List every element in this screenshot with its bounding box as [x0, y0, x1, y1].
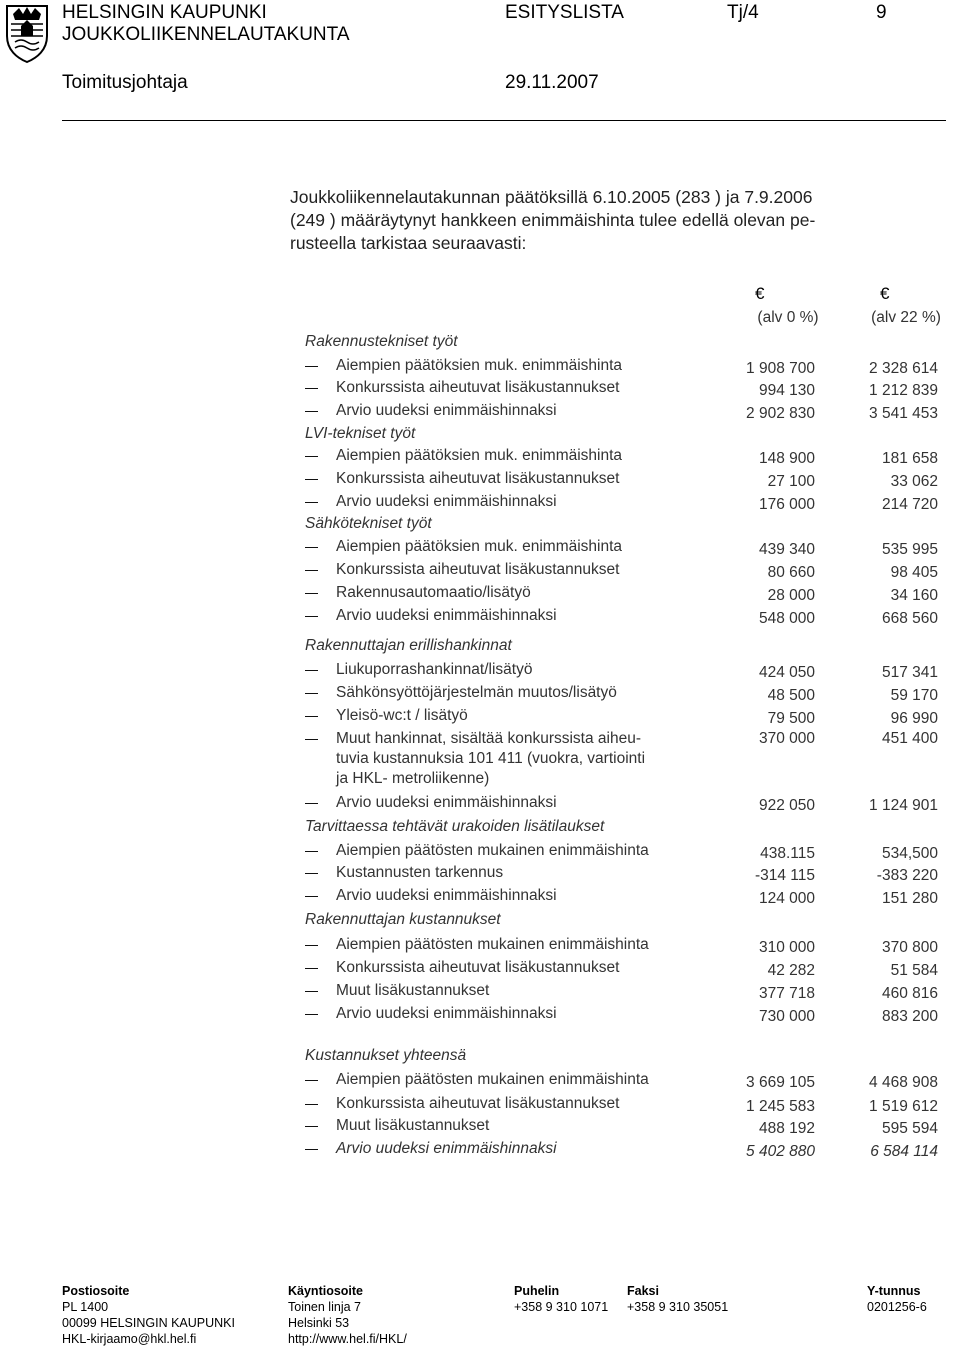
section-title: Rakennuttajan erillishankinnat: [305, 637, 512, 654]
value-vat22: 668 560: [881, 610, 938, 627]
footer-phone: [514, 1283, 608, 1315]
document-reference: Tj/4: [727, 2, 759, 23]
table-row: [300, 706, 950, 728]
bullet-dash: [305, 1080, 318, 1081]
row-label: [336, 729, 706, 789]
table-row: [300, 793, 950, 815]
row-label: Arvio uudeksi enimmäishinnaksi: [336, 402, 557, 419]
value-vat22: 460 816: [881, 985, 938, 1002]
footer-postal: [62, 1283, 235, 1347]
value-vat22: 2 328 614: [869, 360, 938, 377]
table-row: [300, 958, 950, 980]
value-vat22: 34 160: [890, 587, 938, 604]
bullet-dash: [305, 1014, 318, 1015]
intro-paragraph: [290, 186, 950, 255]
bullet-dash: [305, 1104, 318, 1105]
value-vat0: 3 669 105: [746, 1074, 815, 1091]
footer-text: Helsinki 53: [288, 1316, 350, 1330]
document-date: 29.11.2007: [505, 72, 599, 93]
value-vat0: 148 900: [758, 450, 815, 467]
value-vat22: 517 341: [881, 664, 938, 681]
row-label-line: tuvia kustannuksia 101 411 (vuokra, vartiointi: [336, 750, 646, 767]
value-vat0: 2 902 830: [746, 405, 815, 422]
footer-heading: Puhelin: [514, 1284, 560, 1298]
footer-heading: Y-tunnus: [867, 1284, 921, 1298]
footer-heading: Faksi: [627, 1284, 659, 1298]
bullet-dash: [305, 1149, 318, 1150]
bullet-dash: [305, 456, 318, 457]
value-vat22: -383 220: [876, 867, 938, 884]
bullet-dash: [305, 716, 318, 717]
header-divider: [62, 120, 946, 121]
table-row: [300, 683, 950, 705]
value-vat0: 310 000: [758, 939, 815, 956]
footer-fax: [627, 1283, 728, 1315]
footer-text: +358 9 310 35051: [627, 1300, 729, 1314]
value-vat0: 438.115: [760, 845, 815, 862]
bullet-dash: [305, 945, 318, 946]
row-label: Rakennusautomaatio/lisätyö: [336, 584, 531, 601]
table-row: [300, 378, 950, 400]
table-row: [300, 1116, 950, 1138]
table-row: [300, 469, 950, 491]
table-row: [300, 1070, 950, 1092]
bullet-dash: [305, 593, 318, 594]
row-label: Konkurssista aiheutuvat lisäkustannukset: [336, 470, 620, 487]
row-label: Arvio uudeksi enimmäishinnaksi: [336, 607, 557, 624]
value-vat0: 176 000: [758, 496, 815, 513]
row-label: Aiempien päätöksien muk. enimmäishinta: [336, 538, 623, 555]
bullet-dash: [305, 479, 318, 480]
bullet-dash: [305, 502, 318, 503]
table-row: [300, 841, 950, 863]
table-row: [300, 981, 950, 1003]
table-row: [300, 729, 950, 793]
bullet-dash: [305, 570, 318, 571]
bullet-dash: [305, 670, 318, 671]
footer-business-id: [867, 1283, 927, 1315]
value-vat22: 1 124 901: [869, 797, 938, 814]
bullet-dash: [305, 616, 318, 617]
value-vat22: 181 658: [881, 450, 938, 467]
value-vat22: 1 519 612: [869, 1098, 938, 1115]
value-vat22: 6 584 114: [870, 1143, 938, 1160]
row-label: Konkurssista aiheutuvat lisäkustannukset: [336, 561, 620, 578]
value-vat22: 3 541 453: [869, 405, 938, 422]
intro-line: rusteella tarkistaa seuraavasti:: [290, 233, 527, 253]
value-vat0: 370 000: [758, 730, 815, 747]
row-label: Yleisö-wc:t / lisätyö: [336, 707, 468, 724]
row-label: Kustannusten tarkennus: [336, 864, 504, 881]
intro-line: (249 ) määräytynyt hankkeen enimmäishinta tulee edellä olevan pe-: [290, 210, 816, 230]
org-name-line2: JOUKKOLIIKENNELAUTAKUNTA: [62, 24, 350, 45]
value-vat0: 488 192: [758, 1120, 815, 1137]
section-title: Tarvittaessa tehtävät urakoiden lisätilaukset: [305, 818, 605, 835]
footer-email: HKL-kirjaamo@hkl.hel.fi: [62, 1332, 197, 1346]
row-label: Muut lisäkustannukset: [336, 1117, 490, 1134]
row-label: Muut lisäkustannukset: [336, 982, 490, 999]
value-vat0: 994 130: [758, 382, 815, 399]
footer-heading: Postiosoite: [62, 1284, 130, 1298]
value-vat22: 96 990: [890, 710, 938, 727]
value-vat0: -314 115: [754, 867, 815, 884]
author-title: Toimitusjohtaja: [62, 72, 188, 93]
table-row: [300, 606, 950, 628]
section-title: Rakennustekniset työt: [305, 333, 458, 350]
value-vat0: 377 718: [758, 985, 815, 1002]
row-label: Aiempien päätöksien muk. enimmäishinta: [336, 447, 623, 464]
table-row: [300, 863, 950, 885]
value-vat0: 124 000: [758, 890, 815, 907]
value-vat0: 548 000: [758, 610, 815, 627]
value-vat0: 79 500: [767, 710, 815, 727]
row-label: Sähkönsyöttöjärjestelmän muutos/lisätyö: [336, 684, 617, 701]
bullet-dash: [305, 411, 318, 412]
page-number: 9: [876, 2, 887, 23]
row-label: Aiempien päätösten mukainen enimmäishinta: [336, 1071, 649, 1088]
value-vat22: 151 280: [881, 890, 938, 907]
table-row: [300, 537, 950, 559]
table-row: [300, 660, 950, 682]
value-vat0: 1 908 700: [746, 360, 815, 377]
row-label: Aiempien päätöksien muk. enimmäishinta: [336, 357, 623, 374]
bullet-dash: [305, 873, 318, 874]
row-label: Arvio uudeksi enimmäishinnaksi: [336, 794, 557, 811]
table-row: [300, 446, 950, 468]
value-vat22: 535 995: [881, 541, 938, 558]
value-vat22: 595 594: [881, 1120, 938, 1137]
value-vat22: 59 170: [890, 687, 938, 704]
section-title: Sähkötekniset työt: [305, 515, 432, 532]
value-vat22: 883 200: [881, 1008, 938, 1025]
currency-symbol-col1: €: [755, 284, 765, 303]
bullet-dash: [305, 739, 318, 740]
value-vat0: 80 660: [767, 564, 815, 581]
value-vat22: 370 800: [881, 939, 938, 956]
row-label-line: Muut hankinnat, sisältää konkurssista aiheu-: [336, 730, 641, 747]
value-vat22: 451 400: [881, 730, 938, 747]
row-label: Konkurssista aiheutuvat lisäkustannukset: [336, 959, 620, 976]
row-label: Arvio uudeksi enimmäishinnaksi: [336, 493, 557, 510]
row-label: Konkurssista aiheutuvat lisäkustannukset: [336, 379, 620, 396]
value-vat22: 534,500: [881, 845, 938, 862]
bullet-dash: [305, 803, 318, 804]
table-row: [300, 1004, 950, 1026]
row-label: Arvio uudeksi enimmäishinnaksi: [336, 1005, 557, 1022]
bullet-dash: [305, 896, 318, 897]
bullet-dash: [305, 366, 318, 367]
value-vat22: 98 405: [890, 564, 938, 581]
intro-line: Joukkoliikennelautakunnan päätöksillä 6.10.2005 (283 ) ja 7.9.2006: [290, 187, 813, 207]
footer-text: 00099 HELSINGIN KAUPUNKI: [62, 1316, 235, 1330]
helsinki-crest-logo: [1, 2, 53, 64]
bullet-dash: [305, 1126, 318, 1127]
row-label: Arvio uudeksi enimmäishinnaksi: [336, 1140, 557, 1157]
bullet-dash: [305, 968, 318, 969]
value-vat0: 5 402 880: [746, 1143, 815, 1160]
footer-text: +358 9 310 1071: [514, 1300, 609, 1314]
table-row-total: [300, 1139, 950, 1161]
table-row: [300, 1094, 950, 1116]
row-label: Aiempien päätösten mukainen enimmäishinta: [336, 936, 649, 953]
value-vat22: 33 062: [890, 473, 938, 490]
footer-text: Toinen linja 7: [288, 1300, 361, 1314]
table-row: [300, 583, 950, 605]
bullet-dash: [305, 851, 318, 852]
table-row: [300, 935, 950, 957]
row-label: Aiempien päätösten mukainen enimmäishinta: [336, 842, 649, 859]
value-vat0: 922 050: [758, 797, 815, 814]
row-label: Konkurssista aiheutuvat lisäkustannukset: [336, 1095, 620, 1112]
footer-text: PL 1400: [62, 1300, 109, 1314]
value-vat0: 48 500: [767, 687, 815, 704]
value-vat0: 730 000: [758, 1008, 815, 1025]
row-label: Liukuporrashankinnat/lisätyö: [336, 661, 533, 678]
section-title: Rakennuttajan kustannukset: [305, 911, 501, 928]
value-vat0: 439 340: [758, 541, 815, 558]
row-label: Arvio uudeksi enimmäishinnaksi: [336, 887, 557, 904]
bullet-dash: [305, 991, 318, 992]
footer-text: 0201256-6: [867, 1300, 927, 1314]
org-name-line1: HELSINGIN KAUPUNKI: [62, 2, 267, 23]
value-vat0: 42 282: [767, 962, 815, 979]
document-type: ESITYSLISTA: [505, 2, 624, 23]
value-vat22: 1 212 839: [869, 382, 938, 399]
value-vat22: 51 584: [890, 962, 938, 979]
footer-heading: Käyntiosoite: [288, 1284, 364, 1298]
section-title: Kustannukset yhteensä: [305, 1047, 467, 1064]
table-row: [300, 401, 950, 423]
section-title: LVI-tekniset työt: [305, 425, 416, 442]
bullet-dash: [305, 547, 318, 548]
value-vat0: 1 245 583: [746, 1098, 815, 1115]
row-label-line: ja HKL- metroliikenne): [336, 770, 490, 787]
table-row: [300, 560, 950, 582]
value-vat0: 28 000: [767, 587, 815, 604]
value-vat22: 214 720: [881, 496, 938, 513]
column-header-vat22: (alv 22 %): [871, 309, 941, 326]
table-row: [300, 356, 950, 378]
bullet-dash: [305, 388, 318, 389]
value-vat0: 424 050: [758, 664, 815, 681]
footer-visiting: [288, 1283, 407, 1347]
currency-symbol-col2: €: [880, 284, 890, 303]
value-vat22: 4 468 908: [869, 1074, 938, 1091]
value-vat0: 27 100: [767, 473, 815, 490]
column-header-vat0: (alv 0 %): [757, 309, 819, 326]
footer-website: http://www.hel.fi/HKL/: [288, 1332, 407, 1346]
table-row: [300, 886, 950, 908]
bullet-dash: [305, 693, 318, 694]
table-row: [300, 492, 950, 514]
